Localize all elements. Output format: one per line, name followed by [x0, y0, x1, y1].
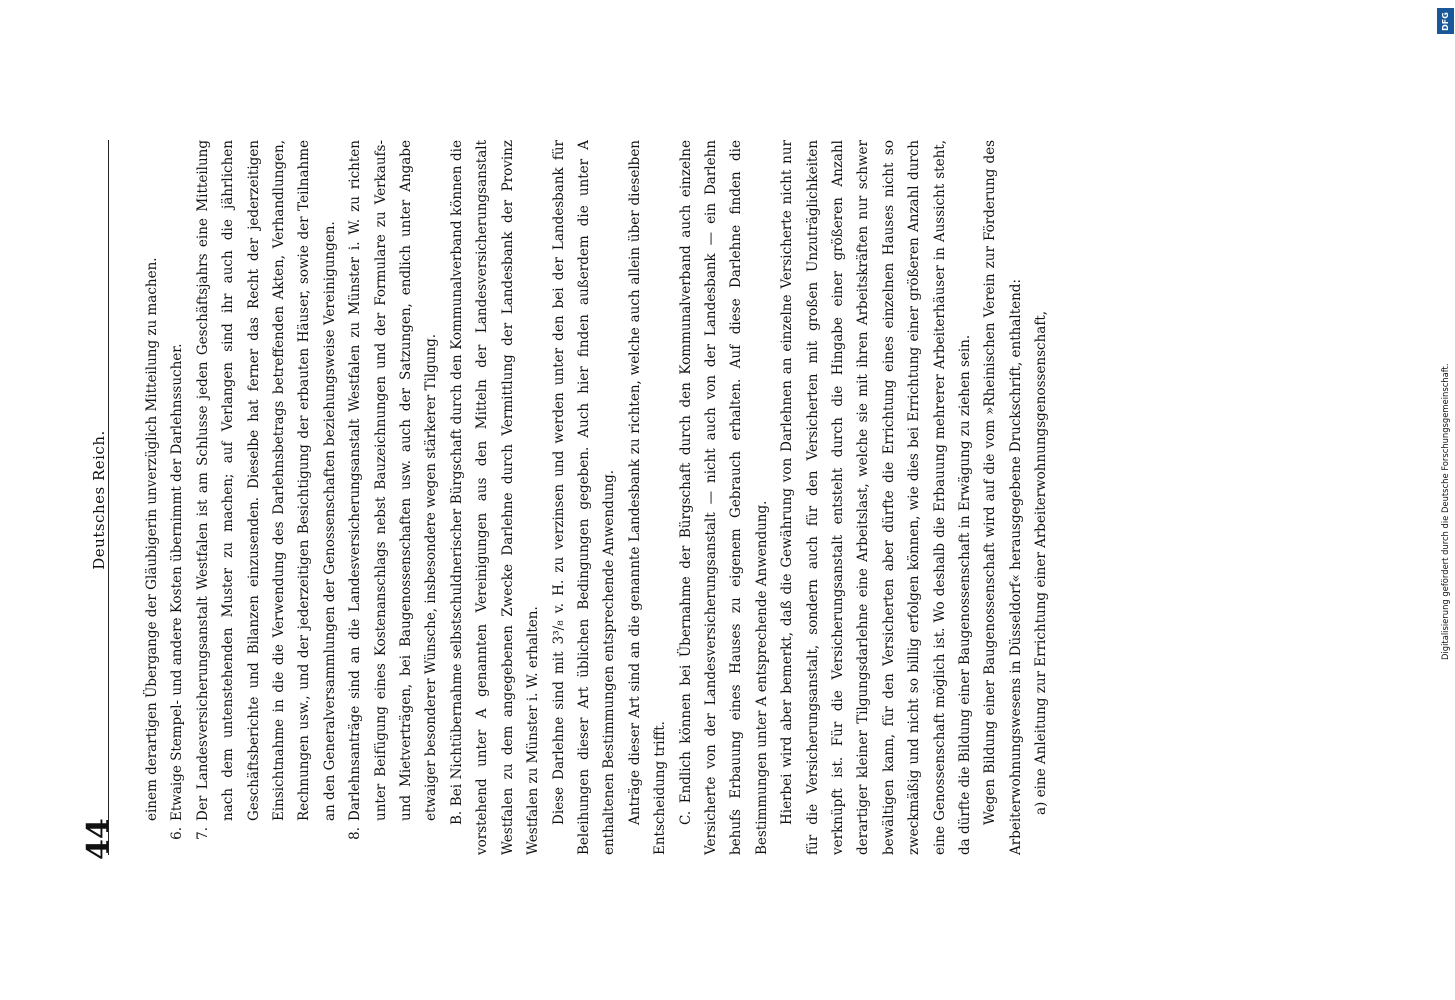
list-item-number: 8.	[347, 827, 364, 840]
list-item-a: a) eine Anleitung zur Errichtung einer Arbeiterwohnungsgenossenschaft,	[1033, 310, 1050, 815]
page-body	[140, 140, 1340, 855]
remark-paragraph: Hierbei wird aber bemerkt, daß die Gewährung von Darlehnen an einzelne Versicherte nicht nur für die Versicherungsanstalt, sondern auch für den Versicherten mit großen Unzuträglichkeiten verknüpft ist. Für die Versicherungsanstalt entsteht durch die Hingabe einer größeren Anzahl derartiger kleiner Tilgungsdarlehne eine Arbeitslast, welche sie mit ihren Arbeitskräften nur schwer bewältigen kann, für den Versicherten aber dürfte die Errichtung eines einzelnen Hauses nicht so zweckmäßig und nicht so billig erfolgen können, wie dies bei Errichtung einer größeren Anzahl durch eine Genossenschaft möglich ist. Wo deshalb die Erbauung mehrerer Arbeiterhäuser in Aussicht steht, da dürfte die Bildung einer Baugenossenschaft in Erwägung zu ziehen sein.	[779, 140, 973, 855]
list-item-text: Etwaige Stempel- und andere Kosten übernimmt der Darlehnssucher.	[169, 343, 186, 821]
page-header	[82, 140, 122, 860]
header-rule	[108, 140, 109, 855]
cooperative-paragraph: Wegen Bildung einer Baugenossenschaft wird auf die vom »Rheinischen Verein zur Förderung des Arbeiterwohnungswesens in Düsseldorf« herausgegebene Druckschrift, enthaltend:	[982, 140, 1024, 855]
list-item-text: Der Landesversicherungsanstalt Westfalen ist am Schlusse jeden Geschäftsjahrs eine Mitteilung nach dem untenstehenden Muster zu machen; auf Verlangen sind ihr auch die jährlichen Geschäftsberichte und Bilanzen einzusenden. Dieselbe hat ferner das Recht der jederzeitigen Einsichtnahme in die die Verwendung des Darlehnsbetrags betreffenden Akten, Verhandlungen, Rechnungen usw., und der jederzeitigen Besichtigung der erbauten Häuser, sowie der Teilnahme an den Generalversammlungen der Genossenschaften beziehungsweise Vereinigungen.	[194, 140, 338, 821]
list-item-6	[165, 140, 190, 855]
running-head: Deutsches Reich.	[90, 430, 108, 570]
section-b-applications-paragraph: Anträge dieser Art sind an die genannte Landesbank zu richten, welche auch allein über dieselben Entscheidung trifft.	[626, 140, 669, 855]
page-number: 44	[81, 818, 116, 860]
section-b-paragraph: B. Bei Nichtübernahme selbstschuldnerischer Bürgschaft durch den Kommunalverband können die vorstehend unter A genannten Vereinigungen aus den Mitteln der Landesversicherungsanstalt Westfalen zu dem angegebenen Zwecke Darlehne durch Vermittlung der Landesbank der Provinz Westfalen zu Münster i. W. erhalten.	[448, 140, 542, 855]
list-item-7	[191, 140, 343, 855]
list-item-8	[343, 140, 445, 855]
digitization-note: Digitalisierung gefördert durch die Deutsche Forschungsgemeinschaft.	[1440, 363, 1450, 660]
section-c-paragraph: C. Endlich können bei Übernahme der Bürgschaft durch den Kommunalverband auch einzelne Versicherte von der Landesversicherungsanstalt — nicht auch von der Landesbank — ein Darlehn behufs Erbauung eines Hauses zu eigenem Gebrauch erhalten. Auf diese Darlehne finden die Bestimmungen unter A entsprechende Anwendung.	[677, 140, 770, 855]
dfg-logo: DFG	[1437, 8, 1454, 34]
list-item-number: 7.	[194, 827, 211, 840]
paragraph-continuation: einem derartigen Übergange der Gläubigerin unverzüglich Mitteilung zu machen.	[144, 257, 160, 821]
list-item-number: 6.	[169, 827, 186, 840]
list-item-text: Darlehnsanträge sind an die Landesversicherungsanstalt Westfalen zu Münster i. W. zu richten unter Beifügung eines Kostenanschlags nebst Bauzeichnungen und der Formulare zu Verkaufs- und Mietverträgen, bei Baugenossenschaften usw. auch der Satzungen, endlich unter Angabe etwaiger besonderer Wünsche, insbesondere wegen stärkerer Tilgung.	[347, 140, 440, 821]
section-b-interest-paragraph: Diese Darlehne sind mit 3³/₈ v. H. zu verzinsen und werden unter den bei der Landesbank für Beleihungen dieser Art üblichen Bedingungen gegeben. Auch hier finden außerdem die unter A enthaltenen Bestimmungen entsprechende Anwendung.	[550, 140, 618, 855]
